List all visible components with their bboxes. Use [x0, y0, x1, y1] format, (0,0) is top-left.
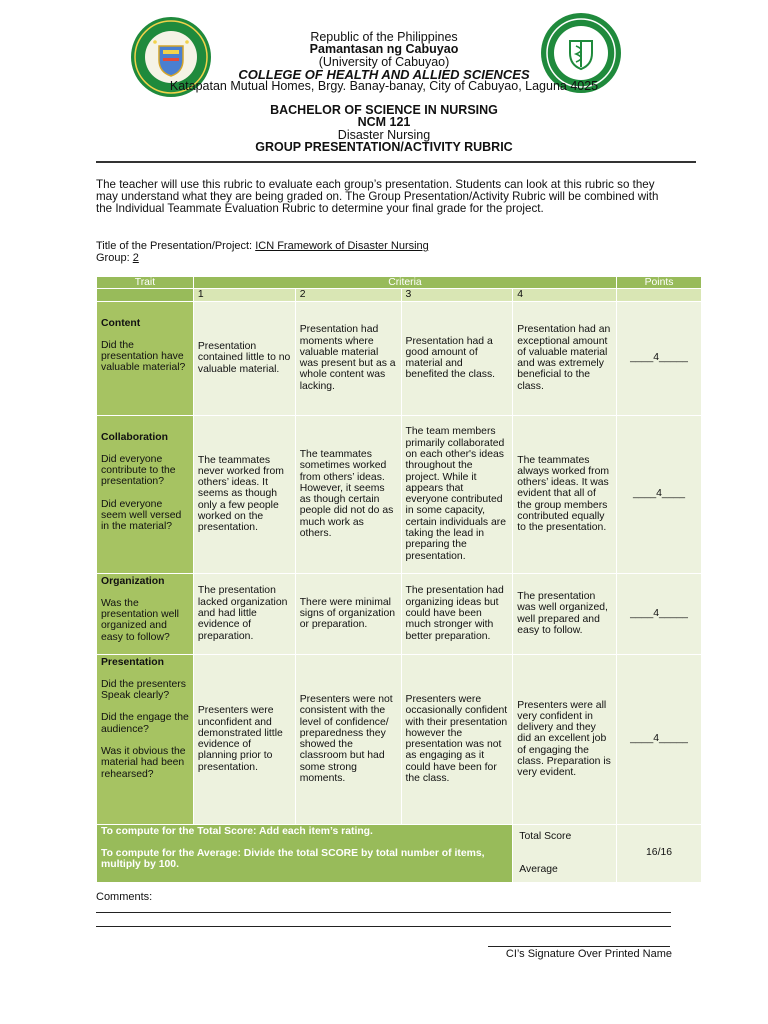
program-title: BACHELOR OF SCIENCE IN NURSING	[270, 103, 498, 117]
trait-question: Did everyone contribute to the presentation?	[101, 453, 176, 488]
level-4: 4	[513, 289, 617, 301]
criteria-cell: The teammates always worked from others’ ideas. It was evident that all of the group members contributed equally to the presentation.	[513, 415, 617, 573]
group-line	[96, 253, 668, 265]
trait-name: Content	[101, 317, 141, 329]
trait-question: Did the engage the audience?	[101, 712, 189, 735]
criteria-cell: The teammates sometimes worked from others’ ideas. However, it seems as though certain people did not do as much work as others.	[295, 415, 401, 573]
level-1: 1	[193, 289, 295, 301]
course-subject: Disaster Nursing	[337, 128, 431, 142]
group-label: Group:	[96, 252, 130, 264]
average-instruction: To compute for the Average: Divide the total SCORE by total number of items, multiply by 100.	[101, 847, 485, 871]
rubric-row-presentation	[97, 654, 702, 824]
total-score-instruction: To compute for the Total Score: Add each item’s rating.	[101, 825, 373, 837]
header-divider	[96, 161, 696, 163]
signature-label: CI’s Signature Over Printed Name	[505, 948, 672, 960]
trait-cell	[97, 654, 194, 824]
rubric-table	[96, 276, 702, 883]
criteria-cell: There were minimal signs of organization or preparation.	[295, 573, 401, 654]
trait-name: Presentation	[101, 656, 164, 668]
criteria-cell: Presenters were unconfident and demonstrated little evidence of planning prior to presentation.	[193, 654, 295, 824]
trait-cell	[97, 301, 194, 415]
trait-question: Did everyone seem well versed in the material?	[101, 498, 182, 533]
trait-question: Was it obvious the material had been rehearsed?	[101, 746, 186, 780]
score-instructions	[97, 824, 513, 882]
total-score-value: 16/16	[617, 824, 702, 882]
trait-cell	[97, 573, 194, 654]
level-blank	[97, 289, 194, 301]
level-3: 3	[401, 289, 513, 301]
total-score-label: Total Score	[519, 830, 572, 842]
project-title-line	[96, 241, 668, 253]
comment-line-2	[96, 926, 671, 927]
criteria-cell: Presentation had moments where valuable material was present but as a whole content was lacking.	[295, 301, 401, 415]
header-criteria: Criteria	[193, 277, 616, 289]
trait-question: Did the presenters Speak clearly?	[101, 678, 186, 702]
criteria-cell: The presentation lacked organization and had little evidence of preparation.	[193, 573, 295, 654]
level-2: 2	[295, 289, 401, 301]
trait-question: Was the presentation well organized and easy to follow?	[101, 597, 179, 643]
points-cell: ____4_____	[617, 654, 702, 824]
criteria-cell: Presenters were occasionally confident with their presentation however the presentation was not as engaging as it could have been for the class.	[401, 654, 513, 824]
score-labels	[513, 824, 617, 882]
project-title-value: ICN Framework of Disaster Nursing	[255, 240, 429, 252]
header-points: Points	[617, 277, 702, 289]
trait-cell	[97, 415, 194, 573]
rubric-header-row	[97, 277, 702, 289]
comments-label: Comments:	[96, 891, 153, 903]
rubric-footer-row	[97, 824, 702, 882]
criteria-cell: Presenters were not consistent with the level of confidence/ preparedness they showed the classroom but had some strong moments.	[295, 654, 401, 824]
trait-name: Collaboration	[101, 431, 168, 443]
group-value: 2	[132, 252, 139, 264]
points-cell: ____4_____	[617, 573, 702, 654]
average-label: Average	[519, 864, 558, 876]
comment-line-1	[96, 912, 671, 913]
level-points-blank	[617, 289, 702, 301]
criteria-cell: Presentation had a good amount of material and benefited the class.	[401, 301, 513, 415]
trait-question: Did the presentation have valuable material?	[101, 339, 186, 374]
criteria-cell: The presentation had organizing ideas but could have been much stronger with better preparation.	[401, 573, 513, 654]
rubric-level-row	[97, 289, 702, 301]
header-university-name: Pamantasan ng Cabuyao	[309, 42, 459, 56]
criteria-cell: The presentation was well organized, well prepared and easy to follow.	[513, 573, 617, 654]
header-address: Katapatan Mutual Homes, Brgy. Banay-banay, City of Cabuyao, Laguna 4025	[169, 79, 599, 93]
points-cell: ____4____	[617, 415, 702, 573]
points-cell: ____4_____	[617, 301, 702, 415]
header-trait: Trait	[97, 277, 194, 289]
header-republic: Republic of the Philippines	[310, 30, 458, 44]
criteria-cell: Presentation had an exceptional amount of valuable material and was extremely beneficial to the class.	[513, 301, 617, 415]
criteria-cell: The teammates never worked from others’ ideas. It seems as though only a few people worked on the presentation.	[193, 415, 295, 573]
course-code: NCM 121	[357, 115, 411, 129]
rubric-row-collaboration	[97, 415, 702, 573]
signature-line	[488, 946, 670, 947]
header-college: COLLEGE OF HEALTH AND ALLIED SCIENCES	[238, 67, 530, 82]
criteria-cell: The team members primarily collaborated on each other's ideas throughout the project. While it appears that everyone contributed in some capacity, certain individuals are taking the lead in preparing the presentation.	[401, 415, 513, 573]
trait-name: Organization	[101, 575, 165, 587]
document-title: GROUP PRESENTATION/ACTIVITY RUBRIC	[255, 140, 513, 154]
rubric-row-organization	[97, 573, 702, 654]
intro-paragraph: The teacher will use this rubric to evaluate each group’s presentation. Students can look at this rubric so they may understand what they are being graded on. The Group Presentation/Activity Rubric will be combined with the Individual Teammate Evaluation Rubric to determine your final grade for the project.	[96, 178, 659, 215]
header-university-english: (University of Cabuyao)	[318, 55, 450, 69]
criteria-cell: Presentation contained little to no valuable material.	[193, 301, 295, 415]
rubric-row-content	[97, 301, 702, 415]
criteria-cell: Presenters were all very confident in delivery and they did an excellent job of engaging the class. Preparation is very evident.	[513, 654, 617, 824]
project-title-label: Title of the Presentation/Project:	[96, 240, 253, 252]
